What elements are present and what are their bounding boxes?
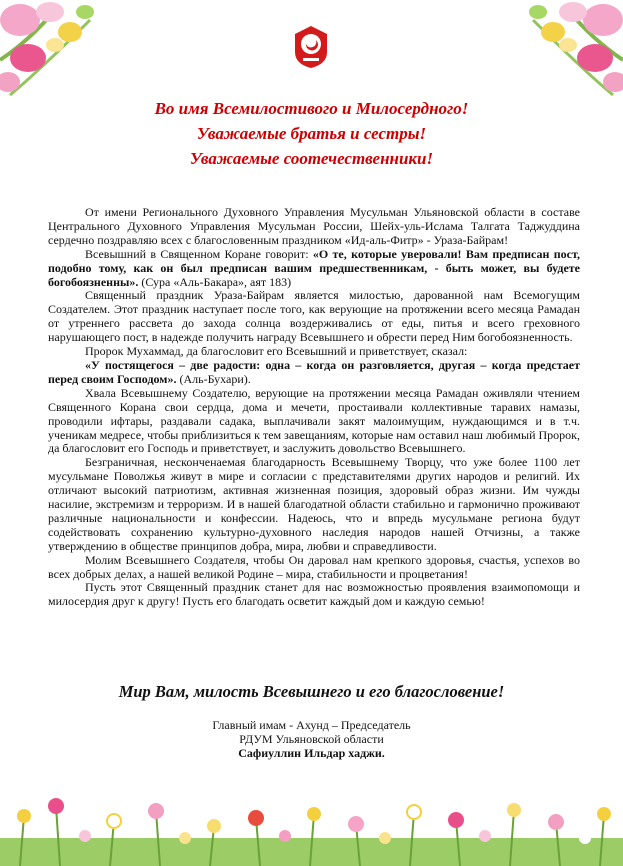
paragraph-8: Молим Всевышнего Создателя, чтобы Он даровал нам крепкого здоровья, счастья, успехов во всех добрых делах, а нашей великой Родине – мира, стабильности и процветания! (48, 552, 580, 581)
signature-organization: РДУМ Ульяновской области (239, 732, 384, 746)
paragraph-4: Пророк Мухаммад, да благословит его Всевышний и приветствует, сказал: (85, 344, 468, 359)
closing-blessing: Мир Вам, милость Всевышнего и его благословение! (118, 682, 505, 701)
paragraph-2 (48, 248, 580, 290)
flower-corner-top-left (0, 0, 110, 105)
p2-source: (Сура «Аль-Бакара», аят 183) (138, 274, 292, 289)
signature-name: Сафиуллин Ильдар хаджи. (238, 746, 385, 760)
signature-title: Главный имам - Ахунд – Председатель (212, 718, 411, 732)
paragraph-5 (48, 359, 580, 387)
heading-line-3: Уважаемые соотечественники! (189, 149, 434, 168)
greeting-headings (0, 96, 623, 171)
paragraph-1: От имени Регионального Духовного Управления Мусульман Ульяновской области в составе Центрального Духовного Управления Мусульман России, Шейх-уль-Ислама Талгата Таджуддина сердечно поздравляю всех с благословенным праздником «Ид-аль-Фитр» - Ураза-Байрам! (48, 205, 580, 247)
heading-line-2: Уважаемые братья и сестры! (196, 124, 427, 143)
paragraph-6: Хвала Всевышнему Создателю, верующие на протяжении месяца Рамадан оживляли чтением Священного Корана свои сердца, дома и мечети, простаивали коллективные таравих намазы, проводили ифтары, раздавали садака, выплачивали закят малоимущим, нуждающимся и в т.ч. ученикам медресе, чтобы приблизиться к тем завещаниям, которые нам оставил наш любимый Пророк, да благословит его Господь и приветствует, и заслужить довольство Всевышнего. (48, 385, 580, 456)
p2-intro: Всевышний в Священном Коране говорит: (85, 246, 313, 261)
heading-line-1: Во имя Всемилостивого и Милосердного! (154, 99, 469, 118)
flower-corner-top-right (513, 0, 623, 105)
paragraph-7: Безграничная, несконченаемая благодарность Всевышнему Творцу, что уже более 1100 лет мусульмане Поволжья живут в мире и согласии с представителями других народов и религий. Их отличают высокий патриотизм, активная жизненная позиция, здоровый образ жизни. Им чужды насилие, экстремизм и терроризм. И в нашей благодатной области стабильно и гармонично проживают различные национальности и конфессии. Надеюсь, что и впредь мусульмане региона будут содействовать сохранению культурно-духовного наследия народов нашей Отчизны, а также утверждению в обществе принципов добра, мира, любви и справедливости. (48, 455, 580, 553)
flower-meadow-bottom (0, 776, 623, 866)
paragraph-3: Священный праздник Ураза-Байрам является милостью, дарованной нам Всемогущим Создателем. Этот праздник наступает после того, как верующие на протяжении всего месяца Рамадан от утреннего рассвета до захода солнца воздерживались от еды, питья и всего греховного нарушающего пост, в надежде получить награду Всевышнего и обрести перед Ним богобоязненность. (48, 288, 580, 345)
p2-quote: «О те, которые уверовали! Вам предписан пост, подобно тому, как он был предписан вашим предшественникам, - быть может, вы будете богобоязненны». (48, 246, 580, 289)
paragraph-9: Пусть этот Священный праздник станет для нас возможностью проявления взаимопомощи и милосердия друг к другу! Пусть его благодать осветит каждый дом и каждую семью! (48, 580, 580, 609)
signature-block (0, 718, 623, 760)
letter-body (48, 206, 580, 609)
rdum-emblem-icon (291, 24, 331, 70)
p5-quote: «У постящегося – две радости: одна – когда он разговляется, другая – когда предстает перед своим Господом». (48, 357, 580, 386)
p5-source: (Аль-Бухари). (176, 371, 251, 386)
